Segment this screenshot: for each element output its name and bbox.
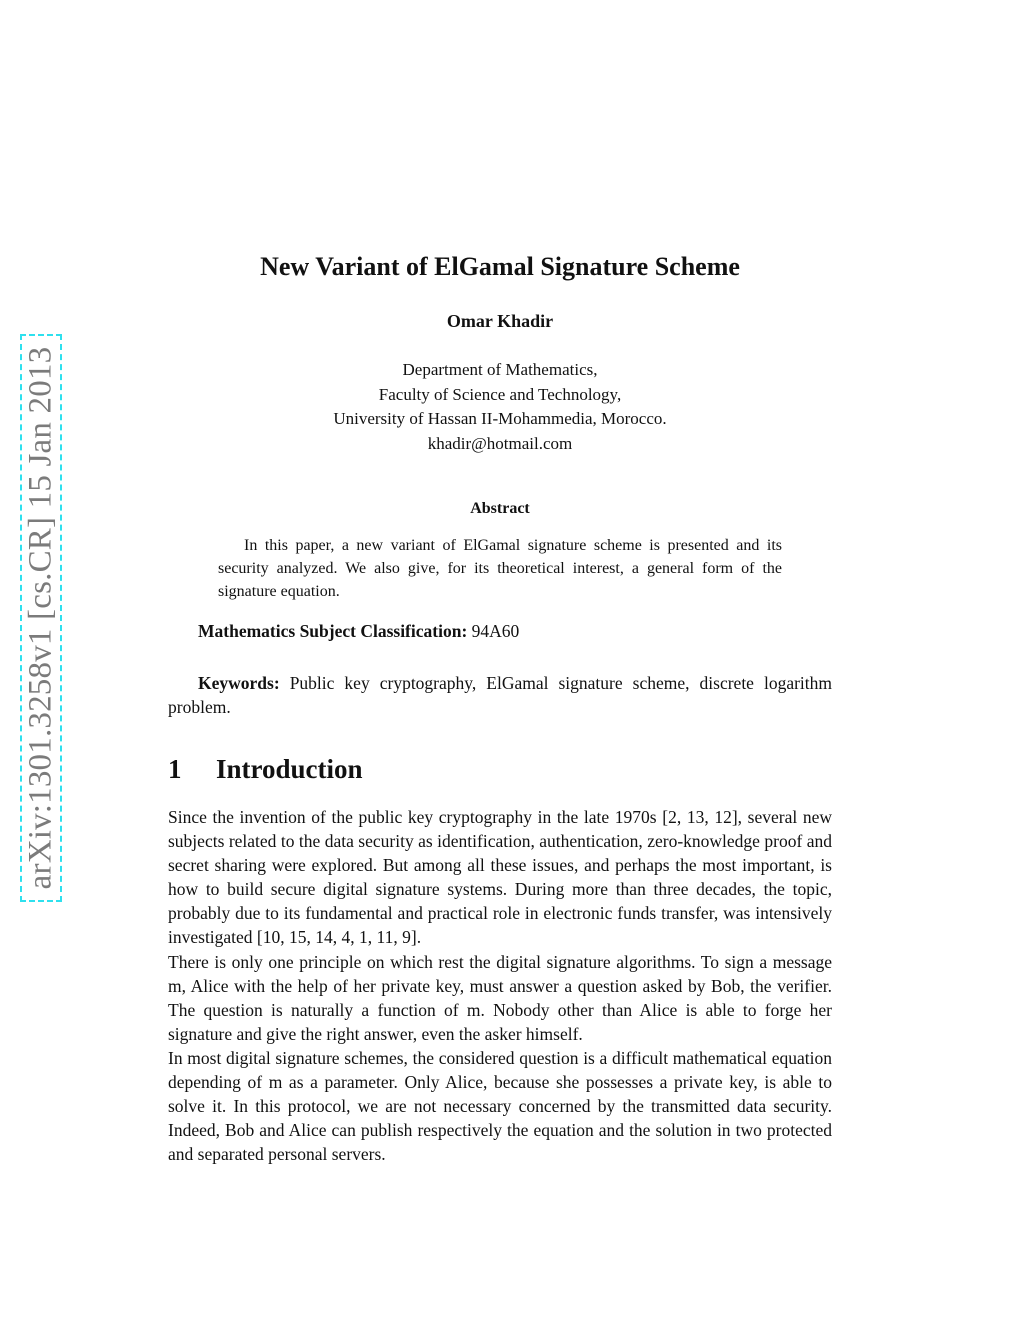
paragraph: Since the invention of the public key cryptography in the late 1970s [2, 13, 12], several new subjects related to the data security as identification, authentication, zero-knowledge proof and secret sharing were explored. But among all these issues, and perhaps the most important, is how to build secure digital signature systems. During more than three decades, the topic, probably due to its fundamental and practical role in electronic funds transfer, was intensively investigated [10, 15, 14, 4, 1, 11, 9]. bbox=[168, 807, 832, 948]
affiliation-line-1: Department of Mathematics, bbox=[402, 360, 598, 379]
section-heading bbox=[168, 754, 363, 785]
arxiv-id: arXiv:1301.3258v1 [cs.CR] 15 Jan 2013 bbox=[22, 346, 59, 890]
author-email: khadir@hotmail.com bbox=[427, 433, 573, 453]
keywords bbox=[168, 671, 832, 719]
paper-title: New Variant of ElGamal Signature Scheme bbox=[260, 252, 740, 281]
keywords-label: Keywords: bbox=[198, 673, 280, 693]
keywords-text: Public key cryptography, ElGamal signature scheme, discrete logarithm problem. bbox=[168, 673, 833, 717]
affiliation-line-3: University of Hassan II-Mohammedia, Morocco. bbox=[333, 409, 667, 428]
abstract-heading: Abstract bbox=[470, 500, 530, 517]
abstract-text: In this paper, a new variant of ElGamal signature scheme is presented and its security analyzed. We also give, for its theoretical interest, a general form of the signature equation. bbox=[218, 537, 782, 600]
author-name: Omar Khadir bbox=[446, 311, 554, 331]
affiliation-line-2: Faculty of Science and Technology, bbox=[378, 384, 622, 404]
msc-value: 94A60 bbox=[471, 621, 520, 641]
msc-line bbox=[198, 621, 519, 642]
affiliation bbox=[0, 358, 1000, 456]
msc-label: Mathematics Subject Classification: bbox=[198, 621, 468, 641]
paragraph: In most digital signature schemes, the considered question is a difficult mathematical equation depending of m as a parameter. Only Alice, because she possesses a private key, is able to solve it. In this protocol, we are not necessary concerned by the transmitted data security. Indeed, Bob and Alice can publish respectively the equation and the solution in two protected and separated personal servers. bbox=[168, 1047, 832, 1165]
section-body bbox=[168, 805, 832, 1166]
section-number: 1 bbox=[168, 754, 182, 784]
section-title: Introduction bbox=[216, 754, 363, 784]
paragraph: There is only one principle on which rest the digital signature algorithms. To sign a message m, Alice with the help of her private key, must answer a question asked by Bob, the verifier. The question is naturally a function of m. Nobody other than Alice is able to forge her signature and give the right answer, even the asker himself. bbox=[168, 951, 832, 1044]
